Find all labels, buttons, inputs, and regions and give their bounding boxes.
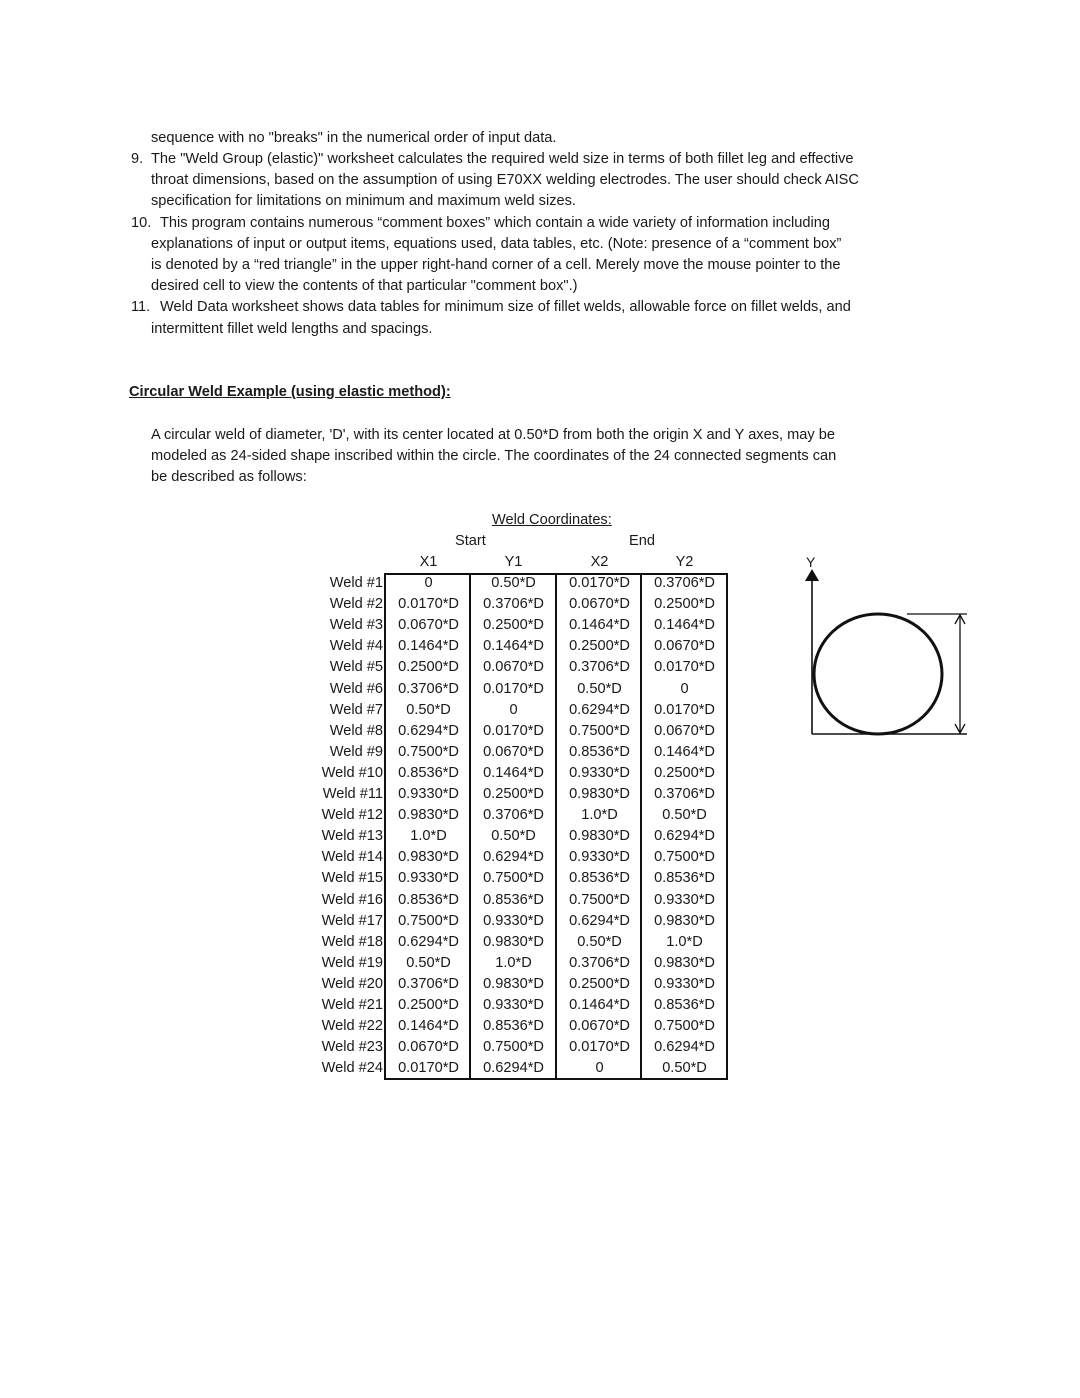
cell-y2: 0.9330*D — [654, 891, 715, 908]
list-number-10: 10. — [131, 215, 152, 231]
cell-x1: 0.6294*D — [398, 722, 459, 739]
cell-y1: 0.0670*D — [483, 659, 544, 676]
continuation-text: sequence with no "breaks" in the numerical order of input data. — [151, 130, 557, 146]
cell-y2: 0.0670*D — [654, 722, 715, 739]
cell-y2: 0.50*D — [662, 1060, 707, 1077]
row-label: Weld #5 — [329, 659, 383, 676]
row-label: Weld #15 — [321, 870, 383, 887]
cell-y2: 0.0170*D — [654, 659, 715, 676]
row-label: Weld #18 — [321, 933, 383, 950]
y-axis-arrowhead-icon — [805, 569, 819, 581]
row-label: Weld #16 — [321, 891, 383, 908]
item-11-line-1: Weld Data worksheet shows data tables for minimum size of fillet welds, allowable force on fillet welds, and — [160, 299, 851, 315]
row-label: Weld #7 — [329, 701, 383, 718]
table-row-weld-20 — [0, 974, 1080, 995]
cell-y1: 0.9330*D — [483, 912, 544, 929]
cell-x2: 0.8536*D — [569, 870, 630, 887]
cell-y1: 0.3706*D — [483, 596, 544, 613]
cell-x2: 0.3706*D — [569, 659, 630, 676]
row-label: Weld #17 — [321, 912, 383, 929]
row-label: Weld #3 — [329, 617, 383, 634]
cell-x1: 0.0170*D — [398, 1060, 459, 1077]
cell-y2: 0.3706*D — [654, 575, 715, 591]
cell-x1: 0.1464*D — [398, 1018, 459, 1035]
cell-x1: 0.1464*D — [398, 638, 459, 655]
cell-y1: 1.0*D — [495, 954, 532, 971]
table-row-weld-22 — [0, 1016, 1080, 1037]
cell-y2: 0.7500*D — [654, 849, 715, 866]
intro-line-3: be described as follows: — [151, 469, 307, 485]
cell-y1: 0.50*D — [491, 575, 536, 591]
table-title: Weld Coordinates: — [492, 512, 612, 528]
cell-y1: 0 — [509, 701, 518, 718]
item-10-line-2: explanations of input or output items, equations used, data tables, etc. (Note: presence of a “comment box” — [151, 236, 842, 252]
cell-x1: 1.0*D — [410, 828, 447, 845]
cell-y2: 0.3706*D — [654, 786, 715, 802]
section-heading: Circular Weld Example (using elastic method): — [129, 384, 451, 400]
cell-x2: 1.0*D — [581, 807, 618, 824]
table-row-weld-10 — [0, 763, 1080, 784]
row-label: Weld #22 — [321, 1018, 383, 1035]
cell-y1: 0.9830*D — [483, 975, 544, 992]
column-header-y2: Y2 — [675, 554, 694, 570]
column-header-y1: Y1 — [504, 554, 523, 570]
row-label: Weld #14 — [321, 849, 383, 866]
row-label: Weld #23 — [321, 1039, 383, 1056]
cell-y1: 0.2500*D — [483, 617, 544, 634]
row-label: Weld #9 — [329, 743, 383, 760]
table-row-weld-14 — [0, 847, 1080, 868]
cell-y2: 0.8536*D — [654, 997, 715, 1013]
cell-y2: 0.2500*D — [654, 596, 715, 613]
cell-x2: 0.1464*D — [569, 617, 630, 634]
table-row-weld-16 — [0, 890, 1080, 911]
cell-x2: 0.7500*D — [569, 891, 630, 908]
item-10-line-1: This program contains numerous “comment boxes” which contain a wide variety of information including — [160, 215, 831, 231]
weld-circle-drawing — [795, 552, 985, 742]
cell-x1: 0.8536*D — [398, 764, 459, 781]
cell-y2: 0.6294*D — [654, 1039, 715, 1056]
cell-x2: 0.9330*D — [569, 849, 630, 866]
cell-x1: 0.3706*D — [398, 680, 459, 697]
table-row-weld-24 — [0, 1058, 1080, 1079]
cell-x1: 0.9330*D — [398, 786, 459, 802]
table-row-weld-18 — [0, 932, 1080, 953]
cell-x2: 0.6294*D — [569, 701, 630, 718]
table-row-weld-9 — [0, 742, 1080, 763]
cell-x2: 0.0170*D — [569, 1039, 630, 1056]
intro-line-2: modeled as 24-sided shape inscribed within the circle. The coordinates of the 24 connected segments can — [151, 448, 837, 464]
cell-x2: 0.0170*D — [569, 575, 630, 591]
row-label: Weld #12 — [321, 807, 383, 824]
cell-y1: 0.0670*D — [483, 743, 544, 760]
cell-x2: 0.3706*D — [569, 954, 630, 971]
cell-y2: 0.2500*D — [654, 764, 715, 781]
cell-x1: 0.9830*D — [398, 807, 459, 824]
cell-x2: 0.9330*D — [569, 764, 630, 781]
row-label: Weld #1 — [329, 575, 383, 591]
circular-weld-diagram — [795, 552, 985, 742]
cell-y2: 0.50*D — [662, 807, 707, 824]
cell-x2: 0.7500*D — [569, 722, 630, 739]
cell-x1: 0.50*D — [406, 701, 451, 718]
table-row-weld-23 — [0, 1037, 1080, 1058]
table-row-weld-15 — [0, 868, 1080, 889]
cell-y2: 0.9830*D — [654, 954, 715, 971]
cell-x2: 0.6294*D — [569, 912, 630, 929]
row-label: Weld #10 — [321, 764, 383, 781]
row-label: Weld #8 — [329, 722, 383, 739]
cell-x1: 0.2500*D — [398, 659, 459, 676]
item-10-line-3: is denoted by a “red triangle” in the upper right-hand corner of a cell. Merely move the mouse pointer to the — [151, 257, 841, 273]
item-11-line-2: intermittent fillet weld lengths and spacings. — [151, 321, 433, 337]
list-number-11: 11. — [131, 299, 151, 315]
cell-y1: 0.2500*D — [483, 786, 544, 802]
cell-x1: 0.0670*D — [398, 617, 459, 634]
cell-x1: 0 — [424, 575, 433, 591]
y-axis-label: Y — [806, 554, 816, 570]
cell-x2: 0.50*D — [577, 933, 622, 950]
cell-y2: 0 — [680, 680, 689, 697]
row-label: Weld #21 — [321, 997, 383, 1013]
row-label: Weld #24 — [321, 1060, 383, 1077]
cell-y1: 0.1464*D — [483, 764, 544, 781]
cell-y1: 0.1464*D — [483, 638, 544, 655]
cell-x2: 0.0670*D — [569, 1018, 630, 1035]
cell-y2: 0.1464*D — [654, 617, 715, 634]
table-row-weld-11 — [0, 784, 1080, 805]
table-row-weld-17 — [0, 911, 1080, 932]
group-end-label: End — [629, 533, 655, 549]
cell-y1: 0.3706*D — [483, 807, 544, 824]
cell-y2: 0.7500*D — [654, 1018, 715, 1035]
cell-y1: 0.7500*D — [483, 1039, 544, 1056]
cell-y2: 0.9830*D — [654, 912, 715, 929]
cell-x1: 0.0670*D — [398, 1039, 459, 1056]
cell-y2: 0.0170*D — [654, 701, 715, 718]
item-10-line-4: desired cell to view the contents of that particular "comment box".) — [151, 278, 578, 294]
table-row-weld-21 — [0, 995, 1080, 1016]
cell-y1: 0.9330*D — [483, 997, 544, 1013]
cell-x2: 0.8536*D — [569, 743, 630, 760]
group-start-label: Start — [455, 533, 486, 549]
cell-y1: 0.9830*D — [483, 933, 544, 950]
row-label: Weld #13 — [321, 828, 383, 845]
cell-x2: 0.9830*D — [569, 786, 630, 802]
table-row-weld-12 — [0, 805, 1080, 826]
cell-y1: 0.7500*D — [483, 870, 544, 887]
cell-y2: 0.6294*D — [654, 828, 715, 845]
cell-y1: 0.6294*D — [483, 849, 544, 866]
row-label: Weld #20 — [321, 975, 383, 992]
cell-y1: 0.0170*D — [483, 680, 544, 697]
cell-x1: 0.6294*D — [398, 933, 459, 950]
row-label: Weld #4 — [329, 638, 383, 655]
row-label: Weld #11 — [322, 786, 383, 802]
cell-y1: 0.0170*D — [483, 722, 544, 739]
table-row-weld-13 — [0, 826, 1080, 847]
list-number-9: 9. — [131, 151, 144, 167]
cell-x2: 0.1464*D — [569, 997, 630, 1013]
row-label: Weld #2 — [329, 596, 383, 613]
item-9-line-2: throat dimensions, based on the assumption of using E70XX welding electrodes. The user should check AISC — [151, 172, 859, 188]
cell-y2: 0.8536*D — [654, 870, 715, 887]
cell-x2: 0.0670*D — [569, 596, 630, 613]
intro-line-1: A circular weld of diameter, 'D', with its center located at 0.50*D from both the origin X and Y axes, may be — [151, 427, 835, 443]
cell-y2: 0.1464*D — [654, 743, 715, 760]
cell-x1: 0.9330*D — [398, 870, 459, 887]
cell-y1: 0.6294*D — [483, 1060, 544, 1077]
column-header-x2: X2 — [590, 554, 609, 570]
cell-x1: 0.7500*D — [398, 912, 459, 929]
item-9-line-1: The "Weld Group (elastic)" worksheet calculates the required weld size in terms of both fillet leg and effective — [151, 151, 854, 167]
cell-x2: 0 — [595, 1060, 604, 1077]
cell-y1: 0.8536*D — [483, 891, 544, 908]
column-header-x1: X1 — [419, 554, 438, 570]
cell-y1: 0.50*D — [491, 828, 536, 845]
row-label: Weld #6 — [329, 680, 383, 697]
cell-x1: 0.9830*D — [398, 849, 459, 866]
cell-y1: 0.8536*D — [483, 1018, 544, 1035]
cell-x2: 0.2500*D — [569, 638, 630, 655]
row-label: Weld #19 — [321, 954, 383, 971]
cell-x1: 0.0170*D — [398, 596, 459, 613]
cell-x1: 0.7500*D — [398, 743, 459, 760]
table-row-weld-19 — [0, 953, 1080, 974]
cell-x1: 0.8536*D — [398, 891, 459, 908]
cell-x2: 0.2500*D — [569, 975, 630, 992]
cell-x1: 0.50*D — [406, 954, 451, 971]
cell-y2: 0.9330*D — [654, 975, 715, 992]
item-9-line-3: specification for limitations on minimum and maximum weld sizes. — [151, 193, 576, 209]
cell-y2: 0.0670*D — [654, 638, 715, 655]
cell-x2: 0.9830*D — [569, 828, 630, 845]
cell-y2: 1.0*D — [666, 933, 703, 950]
cell-x2: 0.50*D — [577, 680, 622, 697]
cell-x1: 0.2500*D — [398, 997, 459, 1013]
cell-x1: 0.3706*D — [398, 975, 459, 992]
